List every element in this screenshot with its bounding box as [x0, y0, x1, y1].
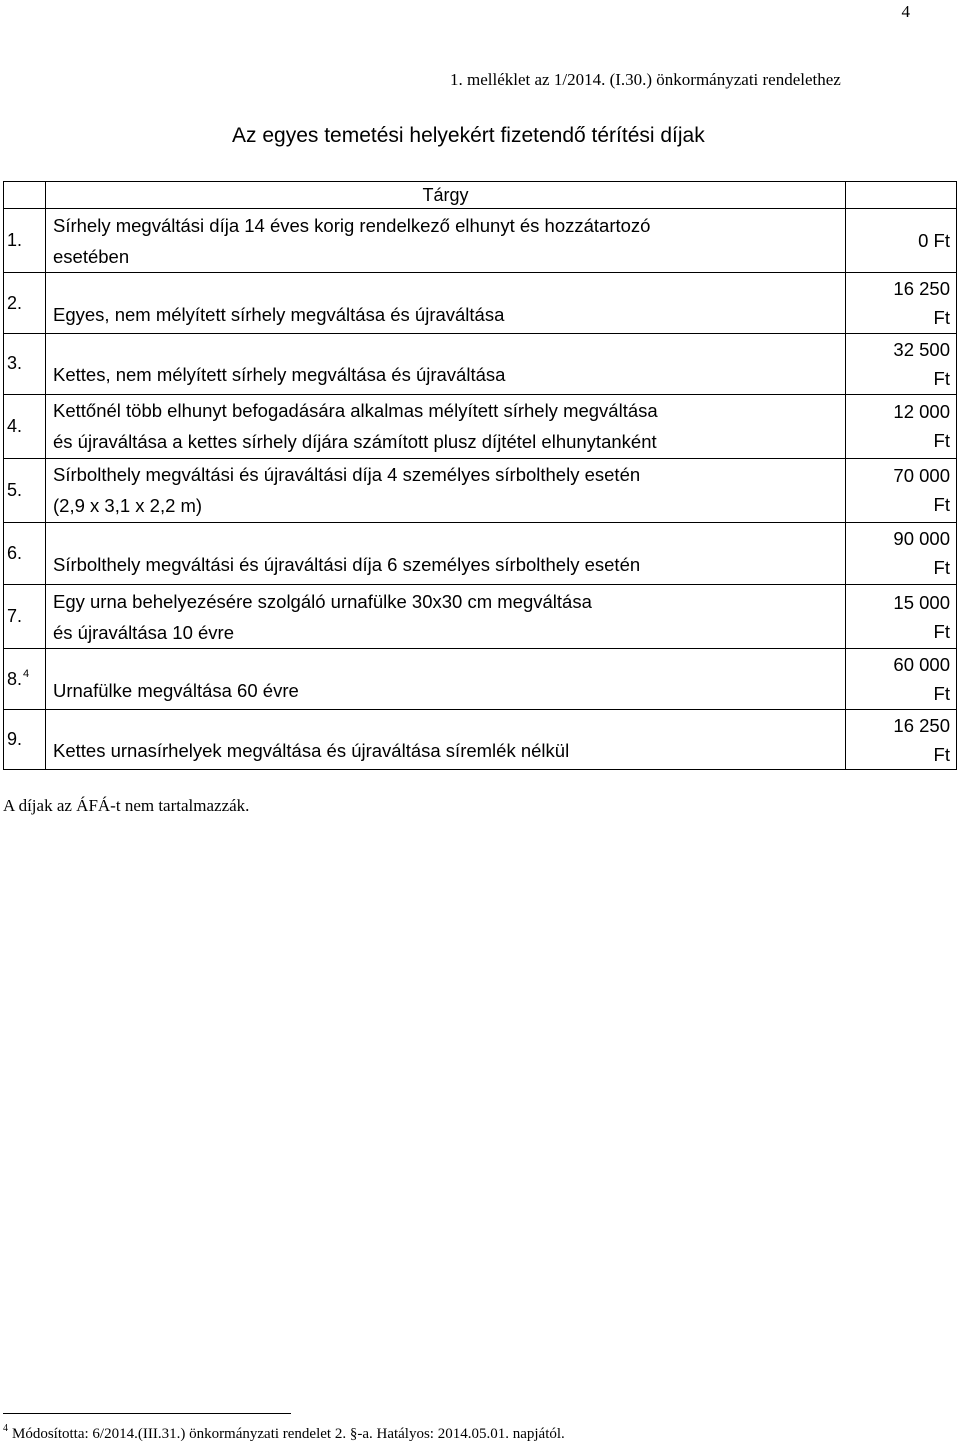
- row-price: [846, 273, 957, 334]
- price-line: Ft: [933, 683, 950, 705]
- price-line: Ft: [933, 307, 950, 329]
- row-number: [4, 649, 46, 710]
- row-number: [4, 209, 46, 273]
- header-number-cell: [4, 182, 46, 209]
- row-description: [46, 394, 846, 458]
- price-line: 16 250: [893, 278, 950, 300]
- description-line: (2,9 x 3,1 x 2,2 m): [53, 495, 203, 517]
- row-number-label: 6.: [7, 542, 23, 563]
- price-line: Ft: [933, 743, 950, 765]
- table-row: [4, 394, 957, 458]
- description-line: Sírhely megváltási díja 14 éves korig rendelkező elhunyt és hozzátartozó: [53, 214, 651, 236]
- row-description: [46, 458, 846, 522]
- vat-note: A díjak az ÁFÁ-t nem tartalmazzák.: [3, 796, 250, 815]
- header-price-cell: [846, 182, 957, 209]
- table-row: [4, 710, 957, 770]
- row-number-label: 7.: [7, 606, 23, 627]
- price-line: 70 000: [893, 465, 950, 487]
- page-number: 4: [901, 2, 910, 21]
- price-line: Ft: [933, 367, 950, 389]
- row-number-label: 5.: [7, 479, 23, 500]
- row-number-label: 1.: [7, 230, 23, 251]
- table-row: [4, 273, 957, 334]
- footnote-mark: 4: [3, 1423, 8, 1434]
- description-line: és újraváltása 10 évre: [53, 621, 234, 643]
- row-number-label: 9.: [7, 729, 23, 750]
- row-description: [46, 334, 846, 395]
- row-price: [846, 458, 957, 522]
- row-number: [4, 585, 46, 649]
- row-price: [846, 334, 957, 395]
- row-number-label: 3.: [7, 353, 23, 374]
- description-line: Sírbolthely megváltási és újraváltási díja 4 személyes sírbolthely esetén: [53, 464, 641, 486]
- description-line: esetében: [53, 245, 130, 267]
- footnote: [3, 1423, 565, 1443]
- fee-table: [3, 181, 957, 770]
- price-line: Ft: [933, 620, 950, 642]
- row-number: [4, 522, 46, 585]
- description-line: Kettes, nem mélyített sírhely megváltása és újraváltása: [53, 364, 506, 386]
- footnote-text: Módosította: 6/2014.(III.31.) önkormányzati rendelet 2. §-a. Hatályos: 2014.05.01. napjától.: [12, 1426, 565, 1442]
- description-line: Kettőnél több elhunyt befogadására alkalmas mélyített sírhely megváltása: [53, 400, 658, 422]
- row-description: [46, 585, 846, 649]
- row-price: [846, 522, 957, 585]
- table-row: [4, 334, 957, 395]
- row-number: [4, 273, 46, 334]
- price-line: 90 000: [893, 528, 950, 550]
- header-subject: Tárgy: [46, 182, 846, 209]
- row-description: [46, 710, 846, 770]
- price-line: 60 000: [893, 654, 950, 676]
- row-description: [46, 649, 846, 710]
- row-price: [846, 209, 957, 273]
- description-line: Egyes, nem mélyített sírhely megváltása és újraváltása: [53, 303, 505, 325]
- description-line: Kettes urnasírhelyek megváltása és újraváltása síremlék nélkül: [53, 740, 570, 762]
- price-line: 0 Ft: [918, 230, 950, 252]
- row-number: [4, 394, 46, 458]
- price-line: 15 000: [893, 591, 950, 613]
- description-line: Egy urna behelyezésére szolgáló urnafülke 30x30 cm megváltása: [53, 590, 592, 612]
- price-line: Ft: [933, 557, 950, 579]
- price-line: 32 500: [893, 338, 950, 360]
- document-title: Az egyes temetési helyekért fizetendő térítési díjak: [232, 124, 705, 147]
- price-line: 16 250: [893, 714, 950, 736]
- row-price: [846, 394, 957, 458]
- row-price: [846, 649, 957, 710]
- table-row: [4, 522, 957, 585]
- row-description: [46, 209, 846, 273]
- price-line: Ft: [933, 430, 950, 452]
- row-number-label: 2.: [7, 292, 23, 313]
- row-number: [4, 710, 46, 770]
- row-number: [4, 458, 46, 522]
- row-number-label: 8.: [7, 669, 23, 690]
- annex-reference: 1. melléklet az 1/2014. (I.30.) önkormányzati rendelethez: [450, 70, 841, 89]
- description-line: Sírbolthely megváltási és újraváltási díja 6 személyes sírbolthely esetén: [53, 553, 641, 575]
- price-line: Ft: [933, 494, 950, 516]
- row-price: [846, 585, 957, 649]
- table-row: [4, 209, 957, 273]
- table-row: [4, 649, 957, 710]
- table-header-row: [4, 182, 957, 209]
- price-line: 12 000: [893, 401, 950, 423]
- row-price: [846, 710, 957, 770]
- row-description: [46, 273, 846, 334]
- table-row: [4, 585, 957, 649]
- table-row: [4, 458, 957, 522]
- row-number: [4, 334, 46, 395]
- row-description: [46, 522, 846, 585]
- description-line: Urnafülke megváltása 60 évre: [53, 679, 299, 701]
- description-line: és újraváltása a kettes sírhely díjára számított plusz díjtétel elhunytanként: [53, 431, 657, 453]
- footnote-divider: [3, 1413, 291, 1414]
- footnote-reference: 4: [23, 668, 30, 681]
- row-number-label: 4.: [7, 415, 23, 436]
